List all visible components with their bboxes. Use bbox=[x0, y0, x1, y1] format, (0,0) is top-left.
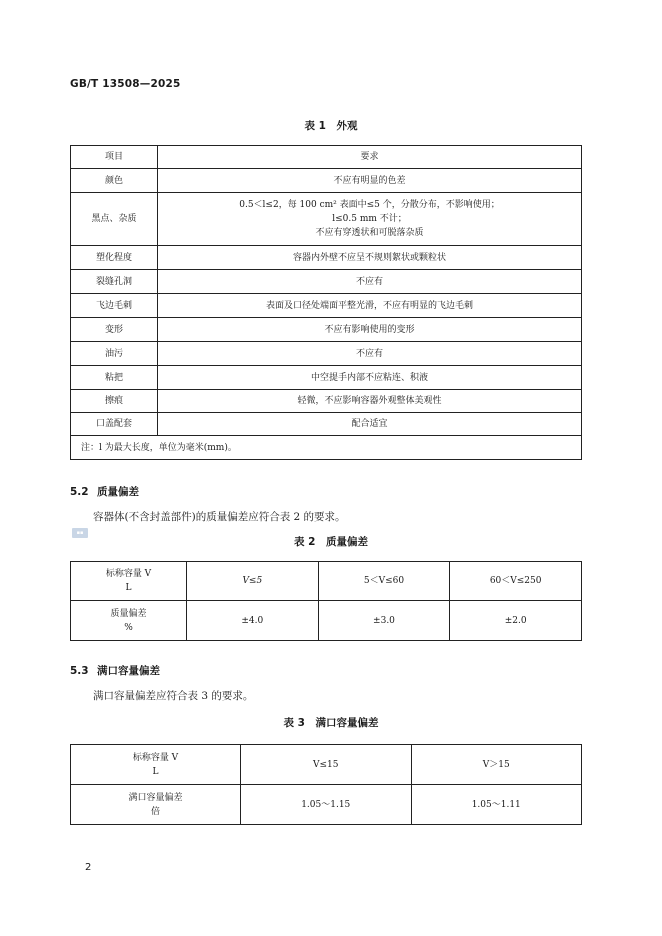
table-cell: ±2.0 bbox=[450, 601, 582, 641]
row-item: 颜色 bbox=[71, 169, 158, 193]
table-row bbox=[71, 390, 582, 413]
row-requirement: 不应有 bbox=[158, 342, 582, 366]
row-item: 塑化程度 bbox=[71, 246, 158, 270]
table-row bbox=[71, 318, 582, 342]
table-row bbox=[71, 601, 582, 641]
label-line: L bbox=[125, 583, 132, 593]
label-line: 倍 bbox=[150, 806, 160, 817]
row-label bbox=[71, 601, 187, 641]
table-3-brimful-capacity-deviation bbox=[70, 744, 582, 825]
table-row bbox=[71, 745, 582, 785]
document-number: GB/T 13508—2025 bbox=[70, 78, 181, 90]
row-item: 变形 bbox=[71, 318, 158, 342]
table-header-row bbox=[71, 146, 582, 169]
row-item: 黑点、杂质 bbox=[71, 193, 158, 246]
table-row bbox=[71, 294, 582, 318]
row-label bbox=[71, 562, 187, 601]
column-header: 5＜V≤60 bbox=[318, 562, 450, 601]
section-5-2-paragraph: 容器体(不含封盖部件)的质量偏差应符合表 2 的要求。 bbox=[93, 511, 346, 523]
section-number: 5.3 bbox=[70, 665, 89, 677]
section-title: 满口容量偏差 bbox=[97, 665, 160, 677]
row-requirement: 不应有明显的色差 bbox=[158, 169, 582, 193]
header-item: 项目 bbox=[71, 146, 158, 169]
column-header: V≤15 bbox=[241, 745, 412, 785]
section-number: 5.2 bbox=[70, 486, 89, 498]
label-line: L bbox=[152, 766, 159, 777]
table-note-row bbox=[71, 436, 582, 460]
table-2-mass-deviation bbox=[70, 561, 582, 641]
section-5-2-heading bbox=[70, 484, 139, 499]
watermark-stamp-icon: ▪▪ bbox=[72, 528, 88, 538]
table-1-caption: 表 1 外观 bbox=[304, 120, 358, 132]
table-cell: ±3.0 bbox=[318, 601, 450, 641]
table-row bbox=[71, 366, 582, 390]
row-item: 飞边毛刺 bbox=[71, 294, 158, 318]
table-row bbox=[71, 246, 582, 270]
row-requirement: 不应有 bbox=[158, 270, 582, 294]
column-header: V≤5 bbox=[187, 562, 319, 601]
table-note: 注：l 为最大长度，单位为毫米(mm)。 bbox=[71, 436, 582, 460]
page-number: 2 bbox=[85, 862, 92, 873]
row-item: 粘把 bbox=[71, 366, 158, 390]
table-row bbox=[71, 169, 582, 193]
row-requirement: 中空提手内部不应粘连、积液 bbox=[158, 366, 582, 390]
label-line: 标称容量 V bbox=[132, 752, 179, 763]
row-label bbox=[71, 745, 241, 785]
column-header: 60＜V≤250 bbox=[450, 562, 582, 601]
section-title: 质量偏差 bbox=[97, 486, 139, 498]
row-requirement: 表面及口径处端面平整光滑，不应有明显的飞边毛刺 bbox=[158, 294, 582, 318]
table-row bbox=[71, 270, 582, 294]
table-3-caption: 表 3 满口容量偏差 bbox=[283, 717, 379, 729]
requirement-line: 0.5＜l≤2，每 100 cm² 表面中≤5 个，分散分布，不影响使用； bbox=[239, 200, 500, 210]
row-requirement: 不应有影响使用的变形 bbox=[158, 318, 582, 342]
row-item: 裂缝孔洞 bbox=[71, 270, 158, 294]
table-row bbox=[71, 562, 582, 601]
row-requirement bbox=[158, 193, 582, 246]
table-row bbox=[71, 193, 582, 246]
section-5-3-paragraph: 满口容量偏差应符合表 3 的要求。 bbox=[93, 690, 254, 702]
row-item: 口盖配套 bbox=[71, 413, 158, 436]
row-requirement: 配合适宜 bbox=[158, 413, 582, 436]
table-cell: 1.05～1.11 bbox=[411, 785, 582, 825]
table-row bbox=[71, 413, 582, 436]
table-1-appearance bbox=[70, 145, 582, 460]
requirement-line: 不应有穿透状和可脱落杂质 bbox=[315, 228, 424, 238]
table-cell: 1.05～1.15 bbox=[241, 785, 412, 825]
row-requirement: 容器内外壁不应呈不规则絮状或颗粒状 bbox=[158, 246, 582, 270]
label-line: 标称容量 V bbox=[105, 569, 152, 579]
table-2-caption: 表 2 质量偏差 bbox=[294, 536, 368, 548]
row-requirement: 轻微，不应影响容器外观整体美观性 bbox=[158, 390, 582, 413]
row-item: 擦痕 bbox=[71, 390, 158, 413]
row-label bbox=[71, 785, 241, 825]
table-cell: ±4.0 bbox=[187, 601, 319, 641]
label-line: 质量偏差 bbox=[110, 608, 147, 619]
row-item: 油污 bbox=[71, 342, 158, 366]
label-line: 满口容量偏差 bbox=[128, 792, 183, 803]
requirement-line: l≤0.5 mm 不计； bbox=[332, 214, 407, 224]
table-row bbox=[71, 342, 582, 366]
column-header: V＞15 bbox=[411, 745, 582, 785]
header-requirement: 要求 bbox=[158, 146, 582, 169]
label-line: % bbox=[124, 622, 133, 633]
section-5-3-heading bbox=[70, 663, 160, 678]
table-row bbox=[71, 785, 582, 825]
